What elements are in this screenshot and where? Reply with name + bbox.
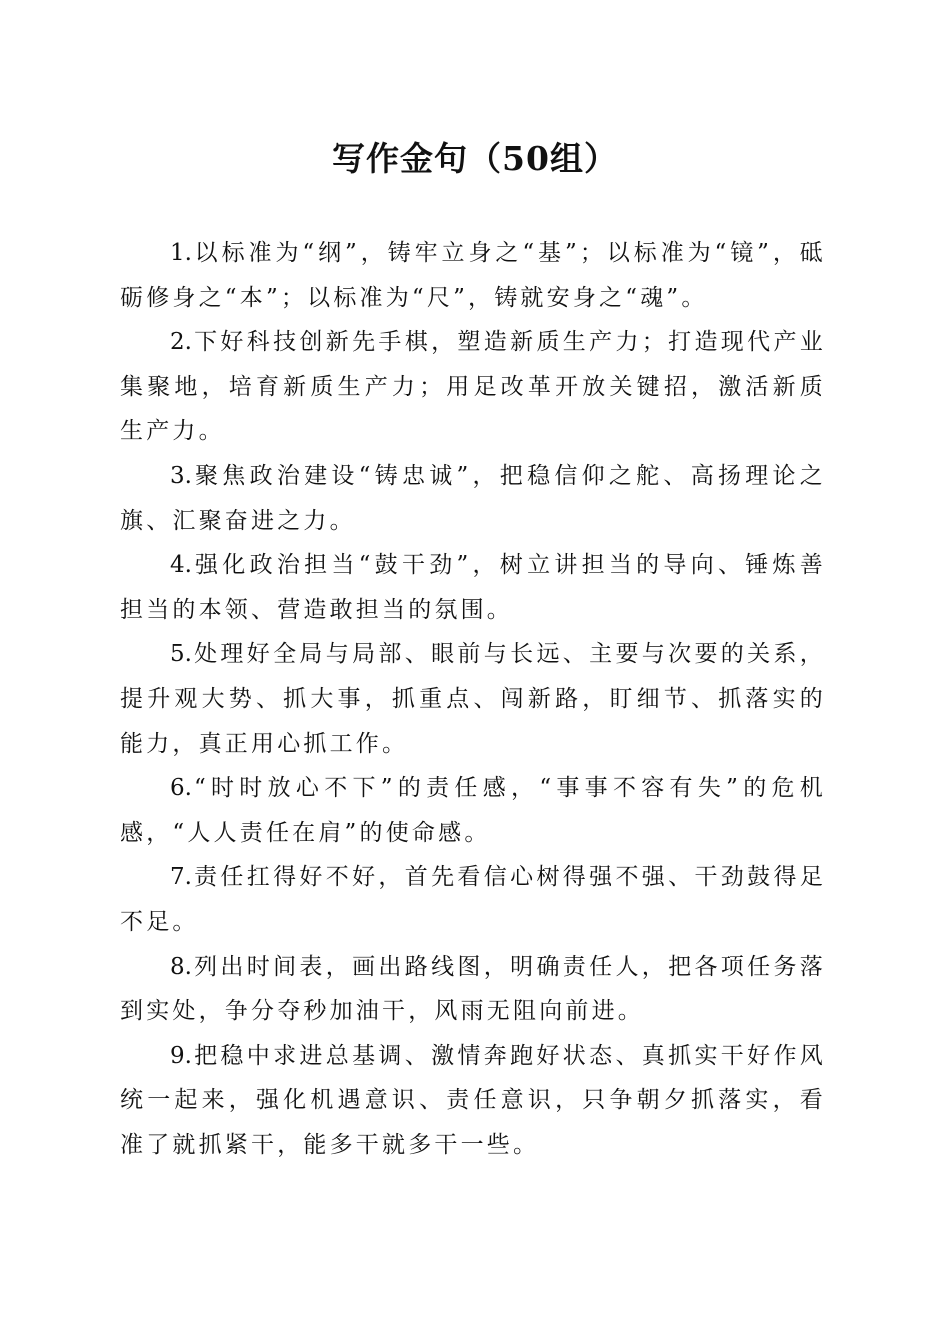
list-item xyxy=(120,454,826,543)
item-text: 处理好全局与局部、眼前与长远、主要与次要的关系，提升观大势、抓大事，抓重点、闯新路，盯细节、抓落实的能力，真正用心抓工作。 xyxy=(120,641,826,757)
item-text: “时时放心不下”的责任感，“事事不容有失”的危机感，“人人责任在肩”的使命感。 xyxy=(120,775,826,846)
item-number: 6. xyxy=(170,775,192,802)
item-text: 把稳中求进总基调、激情奔跑好状态、真抓实干好作风统一起来，强化机遇意识、责任意识，只争朝夕抓落实，看准了就抓紧干，能多干就多干一些。 xyxy=(120,1042,826,1158)
list-item xyxy=(120,766,826,855)
list-item xyxy=(120,945,826,1034)
item-text: 聚焦政治建设“铸忠诚”，把稳信仰之舵、高扬理论之旗、汇聚奋进之力。 xyxy=(120,462,826,534)
item-text: 列出时间表，画出路线图，明确责任人，把各项任务落到实处，争分夺秒加油干，风雨无阻向前进。 xyxy=(120,953,826,1025)
item-number: 5. xyxy=(170,641,192,668)
list-item xyxy=(120,231,826,320)
item-number: 7. xyxy=(170,864,192,891)
item-text: 强化政治担当“鼓干劲”，树立讲担当的导向、锤炼善担当的本领、营造敢担当的氛围。 xyxy=(120,552,826,623)
item-number: 1. xyxy=(170,240,192,266)
item-text: 责任扛得好不好，首先看信心树得强不强、干劲鼓得足不足。 xyxy=(120,864,826,935)
list-item xyxy=(120,320,826,454)
item-text: 下好科技创新先手棋，塑造新质生产力；打造现代产业集聚地，培育新质生产力；用足改革开放关键招，激活新质生产力。 xyxy=(120,329,826,445)
item-number: 4. xyxy=(170,552,192,579)
list-item xyxy=(120,1034,826,1168)
item-number: 9. xyxy=(170,1042,192,1069)
item-number: 8. xyxy=(170,953,192,980)
item-number: 2. xyxy=(170,329,192,356)
list-item xyxy=(120,855,826,944)
document-body xyxy=(120,231,826,1167)
item-text: 以标准为“纲”，铸牢立身之“基”；以标准为“镜”，砥砺修身之“本”；以标准为“尺”，铸就安身之“魂”。 xyxy=(120,240,826,311)
document-title: 写作金句（50组） xyxy=(332,139,618,178)
list-item xyxy=(120,543,826,632)
list-item xyxy=(120,632,826,766)
item-number: 3. xyxy=(170,462,192,489)
